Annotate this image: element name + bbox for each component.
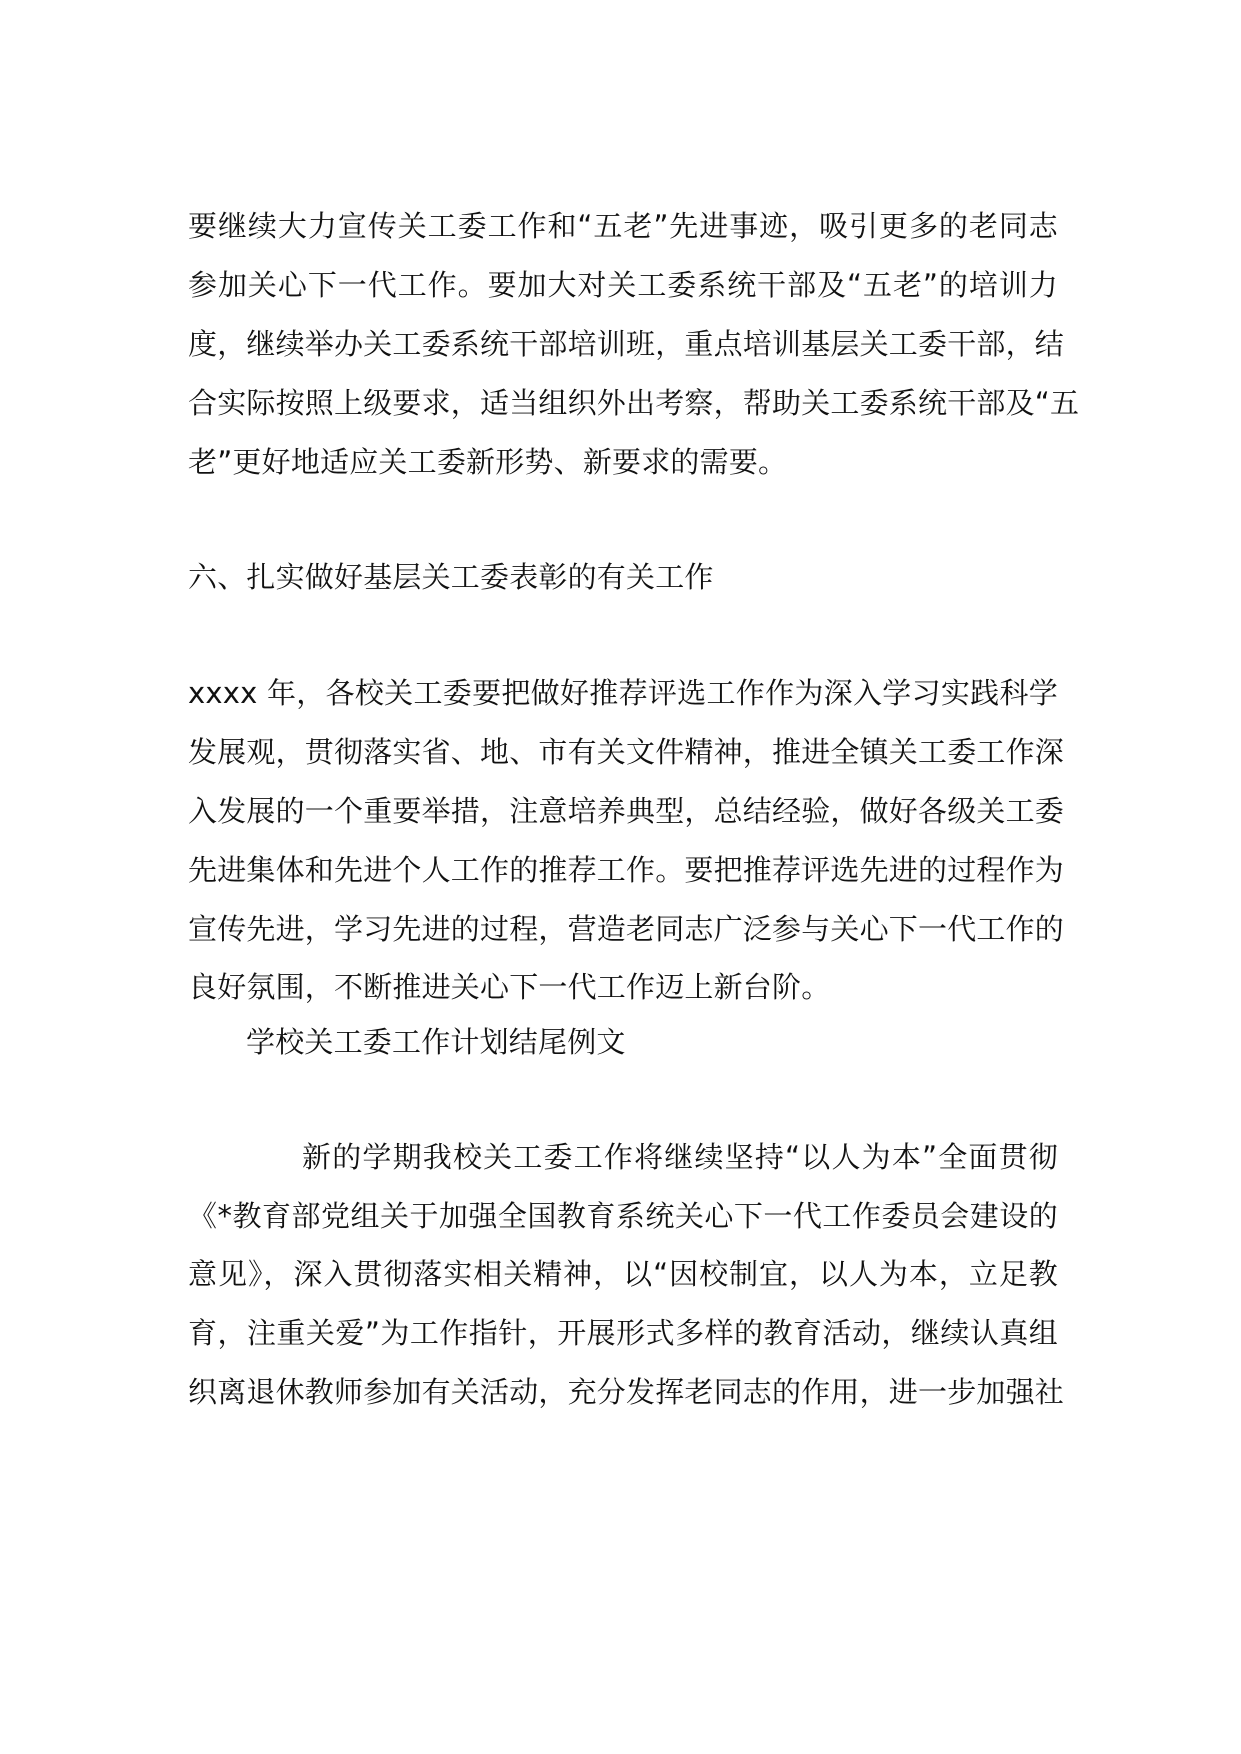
paragraph-3-line-4: 育，注重关爱”为工作指针，开展形式多样的教育活动，继续认真组	[188, 1316, 1058, 1350]
paragraph-2-line-3: 入发展的一个重要举措，注意培养典型，总结经验，做好各级关工委	[188, 794, 1065, 828]
paragraph-2-line-4: 先进集体和先进个人工作的推荐工作。要把推荐评选先进的过程作为	[188, 853, 1065, 887]
paragraph-3-line-3: 意见》，深入贯彻落实相关精神，以“因校制宜，以人为本，立足教	[188, 1257, 1058, 1291]
paragraph-1-line-5: 老”更好地适应关工委新形势、新要求的需要。	[188, 445, 788, 479]
paragraph-2-line-5: 宣传先进，学习先进的过程，营造老同志广泛参与关心下一代工作的	[188, 912, 1065, 946]
section-title: 学校关工委工作计划结尾例文	[246, 1025, 626, 1059]
paragraph-1-line-2: 参加关心下一代工作。要加大对关工委系统干部及“五老”的培训力	[188, 268, 1058, 302]
paragraph-1-line-4: 合实际按照上级要求，适当组织外出考察，帮助关工委系统干部及“五	[188, 386, 1080, 420]
section-6-heading: 六、扎实做好基层关工委表彰的有关工作	[188, 560, 714, 594]
paragraph-3-line-1: 新的学期我校关工委工作将继续坚持“以人为本”全面贯彻	[302, 1140, 1058, 1174]
paragraph-2-line-6: 良好氛围，不断推进关心下一代工作迈上新台阶。	[188, 970, 831, 1004]
paragraph-3-line-5: 织离退休教师参加有关活动，充分发挥老同志的作用，进一步加强社	[188, 1375, 1065, 1409]
paragraph-1-line-3: 度，继续举办关工委系统干部培训班，重点培训基层关工委干部，结	[188, 327, 1065, 361]
paragraph-2-line-1: xxxx 年，各校关工委要把做好推荐评选工作作为深入学习实践科学	[188, 676, 1058, 710]
paragraph-3-line-2: 《*教育部党组关于加强全国教育系统关心下一代工作委员会建设的	[188, 1199, 1058, 1233]
paragraph-1-line-1: 要继续大力宣传关工委工作和“五老”先进事迹，吸引更多的老同志	[188, 209, 1058, 243]
paragraph-2-line-2: 发展观，贯彻落实省、地、市有关文件精神，推进全镇关工委工作深	[188, 735, 1065, 769]
